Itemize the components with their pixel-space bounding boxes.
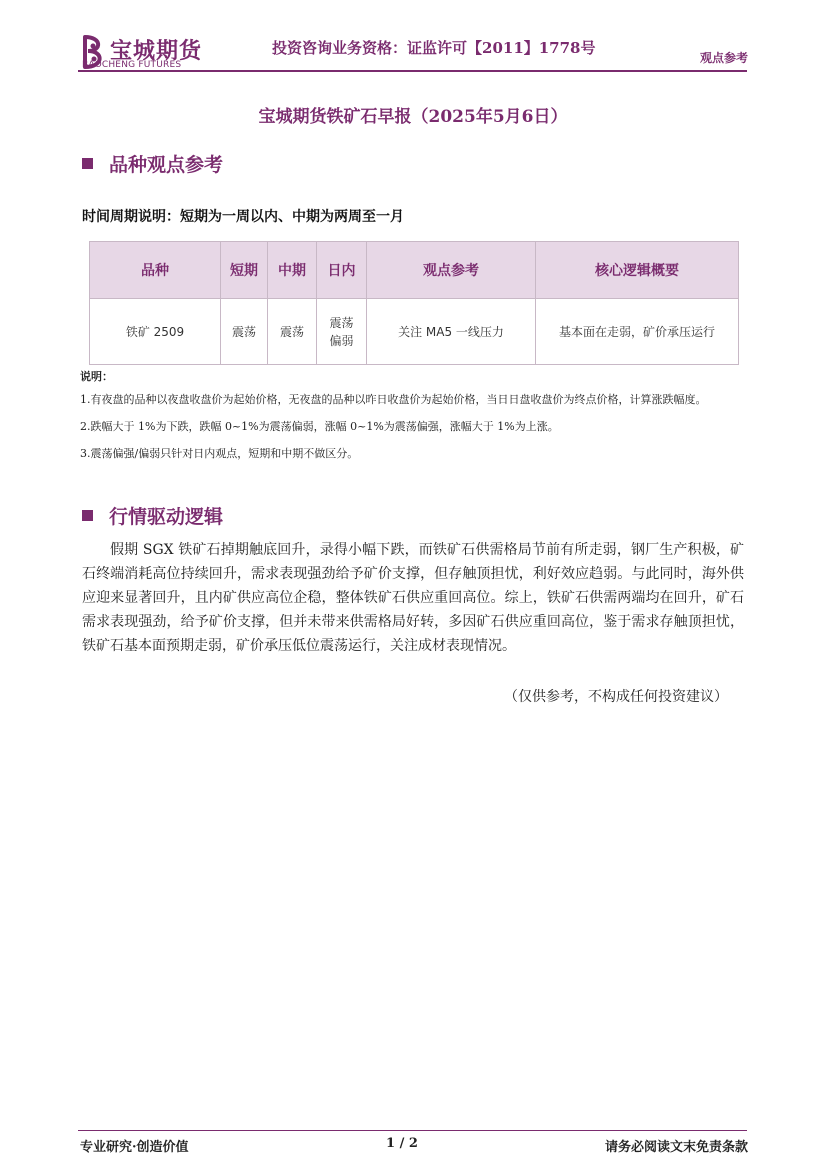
market-logic-paragraph: 假期 SGX 铁矿石掉期触底回升，录得小幅下跌，而铁矿石供需格局节前有所走弱，钢厂生产积极，矿石终端消耗高位持续回升，需求表现强劲给予矿价支撑，但存触顶担忧，利好效应趋弱。与此同时，海外供应迎来显著回升，且内矿供应高位企稳，整体铁矿石供应重回高位。综上，铁矿石供需两端均在回升，矿石需求表现强劲，给予矿价支撑，但并未带来供需格局好转，多因矿石供应重回高位，鉴于需求存触顶担忧，铁矿石基本面预期走弱，矿价承压低位震荡运行，关注成材表现情况。 [82, 542, 744, 654]
header-divider [78, 70, 747, 72]
cell-view: 关注 MA5 一线压力 [367, 299, 536, 365]
section-heading-text: 品种观点参考 [109, 154, 224, 176]
footer-slogan: 专业研究·创造价值 [80, 1140, 189, 1155]
brand-name-en: BAOCHENG FUTURES [82, 60, 182, 70]
brand-name-cn: 宝城期货 [110, 38, 203, 64]
period-note: 时间周期说明：短期为一周以内、中期为两周至一月 [82, 209, 404, 225]
disclaimer-text: （仅供参考，不构成任何投资建议） [504, 689, 728, 705]
note-item: 3.震荡偏强/偏弱只针对日内观点，短期和中期不做区分。 [80, 447, 359, 460]
square-bullet-icon [82, 158, 93, 169]
col-header-mid: 中期 [268, 242, 317, 299]
footer-disclaimer-link[interactable]: 请务必阅读文末免责条款 [604, 1140, 748, 1155]
note-item: 2.跌幅大于 1%为下跌，跌幅 0~1%为震荡偏弱，涨幅 0~1%为震荡偏强，涨幅大于 1%为上涨。 [80, 420, 559, 433]
cell-intraday: 震荡偏弱 [317, 299, 367, 365]
footer-divider [78, 1130, 747, 1131]
col-header-view: 观点参考 [367, 242, 536, 299]
col-header-intraday: 日内 [317, 242, 367, 299]
report-title: 宝城期货铁矿石早报（2025年5月6日） [258, 107, 568, 127]
col-header-variety: 品种 [90, 242, 221, 299]
table-header-row [90, 242, 739, 299]
cell-mid: 震荡 [268, 299, 317, 365]
section-heading-drivers [82, 502, 223, 529]
col-header-short: 短期 [221, 242, 268, 299]
square-bullet-icon [82, 510, 93, 521]
table-row [90, 299, 739, 365]
notes-block [80, 368, 750, 472]
cell-logic: 基本面在走弱，矿价承压运行 [536, 299, 739, 365]
report-tag: 观点参考 [699, 51, 748, 65]
col-header-logic: 核心逻辑概要 [536, 242, 739, 299]
license-text: 投资咨询业务资格：证监许可【2011】1778号 [272, 39, 596, 57]
views-table [89, 241, 739, 365]
section-heading-text: 行情驱动逻辑 [109, 506, 224, 528]
page-number: 1 / 2 [386, 1136, 418, 1151]
note-item: 1.有夜盘的品种以夜盘收盘价为起始价格，无夜盘的品种以昨日收盘价为起始价格，当日日盘收盘价为终点价格，计算涨跌幅度。 [80, 393, 707, 406]
section-heading-views [82, 150, 223, 177]
cell-short: 震荡 [221, 299, 268, 365]
cell-variety: 铁矿 2509 [90, 299, 221, 365]
notes-title: 说明： [80, 370, 113, 383]
